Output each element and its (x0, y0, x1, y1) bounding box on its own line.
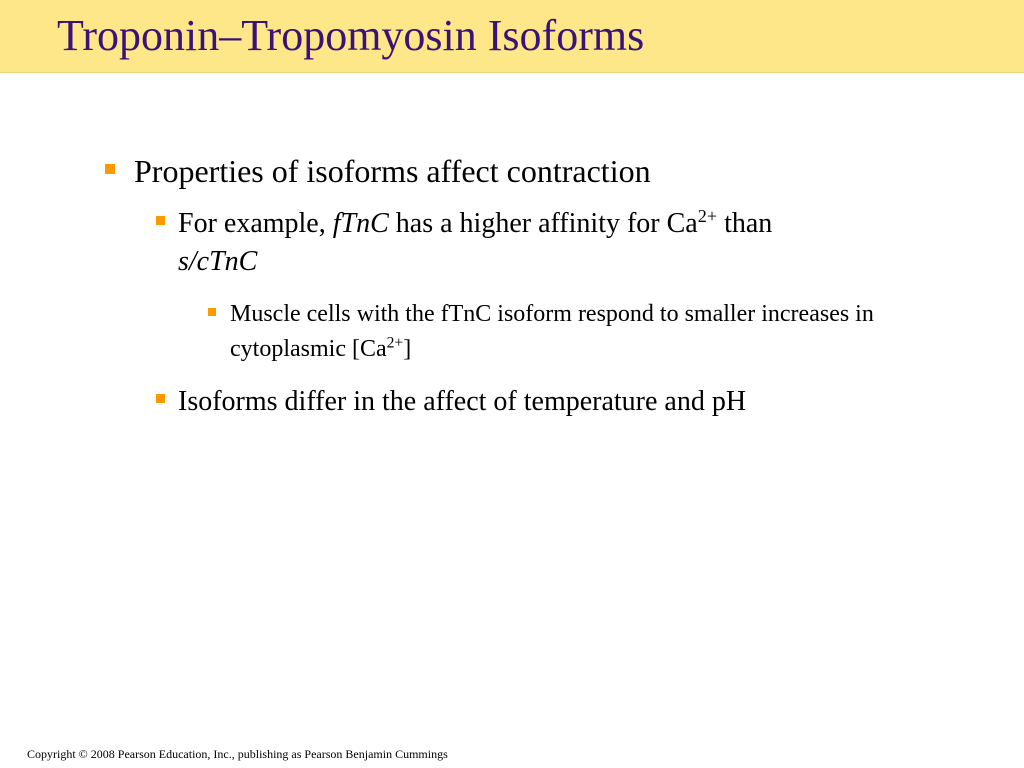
term-sctnc: s/cTnC (178, 246, 258, 277)
bullet-level3-muscle-cells (208, 297, 968, 367)
bullet-text (230, 297, 968, 367)
title-bar (0, 0, 1024, 73)
text-prefix: For example, (178, 208, 333, 239)
bullet-level1-properties (105, 152, 651, 190)
text-main: Muscle cells with the fTnC isoform respond to smaller increases in cytoplasmic [Ca (230, 301, 874, 362)
bullet-level2-example (156, 205, 956, 281)
text-middle: has a higher affinity for Ca (388, 208, 698, 239)
bullet-text: Properties of isoforms affect contraction (134, 153, 651, 189)
text-close: ] (403, 336, 412, 362)
square-bullet-icon (156, 216, 165, 225)
bullet-text: Isoforms differ in the affect of temperature and pH (178, 386, 747, 417)
square-bullet-icon (208, 308, 216, 316)
bullet-level2-temperature (156, 383, 956, 421)
superscript-charge: 2+ (697, 206, 718, 226)
superscript-charge: 2+ (386, 334, 404, 352)
text-after: than (717, 208, 773, 239)
square-bullet-icon (156, 394, 165, 403)
square-bullet-icon (105, 164, 115, 174)
copyright-footer: Copyright © 2008 Pearson Education, Inc., publishing as Pearson Benjamin Cummings (27, 747, 448, 761)
slide-title: Troponin–Tropomyosin Isoforms (57, 11, 645, 60)
bullet-text (178, 205, 772, 281)
term-ftnc: fTnC (332, 208, 389, 239)
